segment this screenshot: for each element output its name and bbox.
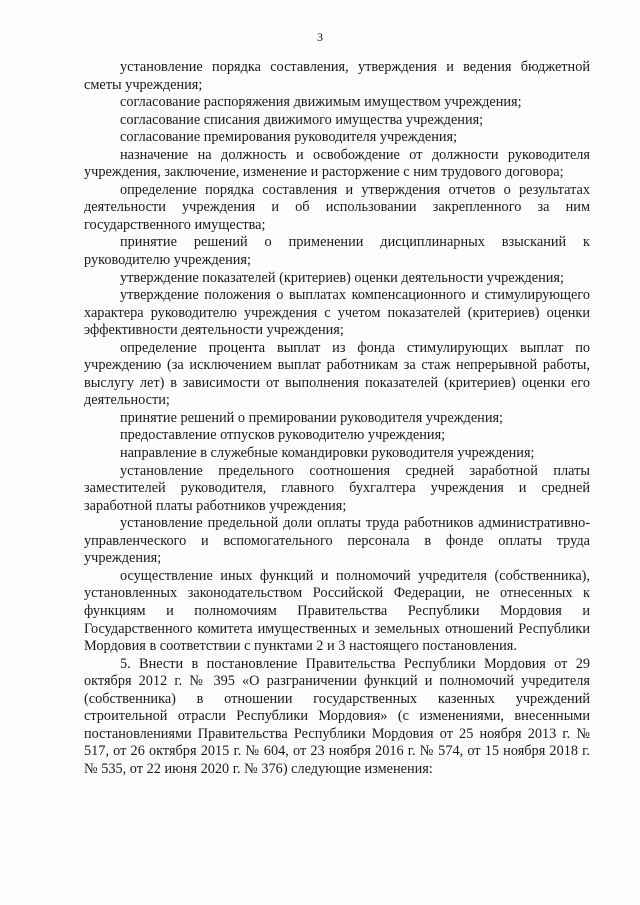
paragraph: принятие решений о применении дисциплинарных взысканий к руководителю учреждения; [84, 234, 590, 269]
paragraph: согласование списания движимого имущества учреждения; [120, 111, 484, 128]
paragraph: определение порядка составления и утверждения отчетов о результатах деятельности учреждения и об использовании закрепленного за ним государственного имущества; [84, 181, 590, 233]
paragraph: согласование распоряжения движимым имуществом учреждения; [120, 94, 522, 111]
paragraph: установление предельного соотношения средней заработной платы заместителей руководителя, главного бухгалтера учреждения и средней заработной платы работников учреждения; [84, 462, 590, 514]
document-body [84, 59, 590, 778]
paragraph: определение процента выплат из фонда стимулирующих выплат по учреждению (за исключением выплат работникам за стаж непрерывной работы, выслугу лет) в зависимости от выполнения показателей (критериев) оценки его деятельности; [84, 339, 590, 409]
paragraph: согласование премирования руководителя учреждения; [120, 129, 458, 146]
paragraph: установление предельной доли оплаты труда работников административно-управленческого и вспомогательного персонала в фонде оплаты труда учреждения; [84, 515, 590, 567]
paragraph: утверждение показателей (критериев) оценки деятельности учреждения; [120, 269, 564, 286]
paragraph: назначение на должность и освобождение от должности руководителя учреждения, заключение, изменение и расторжение с ним трудового договора; [84, 146, 590, 181]
paragraph: осуществление иных функций и полномочий учредителя (собственника), установленных законодательством Российской Федерации, не отнесенных к функциям и полномочиям Правительства Республики Мордовия и Государственного комитета имущественных и земельных отношений Республики Мордовия в соответствии с пунктами 2 и 3 настоящего постановления. [84, 567, 590, 655]
page-number: 3 [317, 30, 323, 44]
paragraph: установление порядка составления, утверждения и ведения бюджетной сметы учреждения; [84, 59, 590, 93]
paragraph: принятие решений о премировании руководителя учреждения; [120, 409, 504, 426]
section-5-paragraph: 5. Внести в постановление Правительства Республики Мордовия от 29 октября 2012 г. № 395 «О разграничении функций и полномочий учредителя (собственника) в отношении государственных казенных учреждений строительной отрасли Республики Мордовия» (с изменениями, внесенными постановлениями Правительства Республики Мордовия от 25 ноября 2013 г. № 517, от 26 октября 2015 г. № 604, от 23 ноября 2016 г. № 574, от 15 ноября 2018 г. № 535, от 22 июня 2020 г. № 376) следующие изменения: [84, 655, 590, 777]
paragraph: утверждение положения о выплатах компенсационного и стимулирующего характера руководителю учреждения с учетом показателей (критериев) оценки эффективности деятельности учреждения; [84, 287, 590, 339]
paragraph: направление в служебные командировки руководителя учреждения; [120, 445, 535, 462]
paragraph: предоставление отпусков руководителю учреждения; [120, 427, 446, 444]
